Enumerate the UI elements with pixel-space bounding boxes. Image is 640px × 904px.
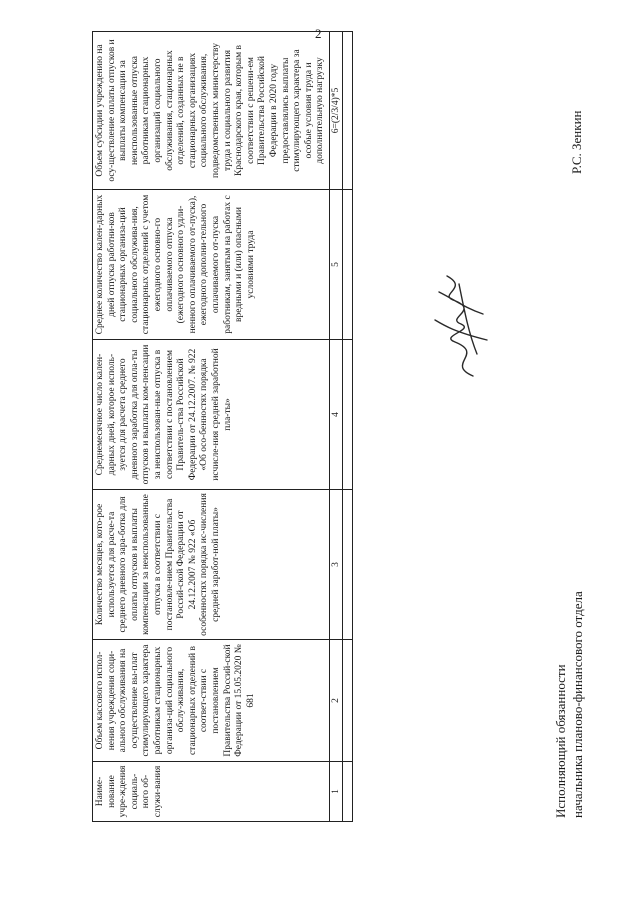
- subsidy-table: [92, 31, 353, 822]
- empty-cell: [342, 490, 352, 640]
- signatory-position: [552, 591, 586, 818]
- column-number-6: 6=(2/3/4)*5: [329, 32, 342, 190]
- empty-cell: [342, 640, 352, 762]
- page-number: 2: [315, 26, 322, 41]
- column-number-1: 1: [329, 762, 342, 822]
- column-number-2: 2: [329, 640, 342, 762]
- header-cell-cash-execution: Объем кассового испол-нения учреждения соци-ального обслуживания на осуществление вы-плат стимулирующего характера работникам стационарных организа-ций социального обслу-живания, стационарных отделений в соответ-ствии с постановлением Правительства Россий-ской Федерации от 15.05.2020 № 681: [93, 640, 330, 762]
- empty-cell: [342, 32, 352, 190]
- signatory-position-line1: Исполняющий обязанности: [553, 664, 568, 818]
- column-number-5: 5: [329, 190, 342, 340]
- header-cell-subsidy-volume: Объем субсидии учреждению на осу-ществление оплаты отпусков и выплаты компенсации за неиспользованные отпуска работникам стационарных организаций социального обслуживания, стационарных отделений, созданных не в стационарных организациях социального обслуживания, подведомственных министерству труда и социального развития Краснодарского края, которым в соответствии с решени-ем Правительства Российской Федерации в 2020 году предоставлялись выплаты стимулирующего характера за особые условия труда и дополнительную нагрузку: [93, 32, 330, 190]
- table-number-row: [329, 32, 342, 822]
- empty-cell: [342, 762, 352, 822]
- empty-cell: [342, 340, 352, 490]
- table-empty-row: [342, 32, 352, 822]
- table-header-row: [93, 32, 330, 822]
- header-cell-institution-name: Наиме-нование учре-ждения социаль-ного об-служи-вания: [93, 762, 330, 822]
- column-number-4: 4: [329, 340, 342, 490]
- header-cell-months-count: Количество месяцев, кото-рое используется для расче-та среднего дневного зара-ботка для оплаты отпусков и выплаты компенсации за неиспользованные отпуска в соответствии с постановле-нием Правительства Россий-ской Федерации от 24.12.2007 № 922 «Об особенностях порядка ис-числения средней заработ-ной платы»: [93, 490, 330, 640]
- column-number-3: 3: [329, 490, 342, 640]
- empty-cell: [342, 190, 352, 340]
- handwritten-signature: [425, 264, 500, 384]
- signatory-position-line2: начальника планово-финансового отдела: [570, 591, 585, 818]
- signatory-name: Р.С. Зенкин: [569, 110, 584, 174]
- header-cell-avg-calendar-days: Среднемесячное число кален-дарных дней, которое исполь-зуется для расчета среднего дневного заработка для опла-ты отпусков и выплаты ком-пенсации за неиспользован-ные отпуска в соответствии с постановлением Правитель-ства Российской Федерации от 24.12.2007. № 922 «Об осо-бенностях порядка исчисле-ния средней заработной пла-ты»: [93, 340, 330, 490]
- header-cell-avg-vacation-days: Среднее количество кален-дарных дней отпуска работни-ков стационарных организа-ций социального обслужива-ния, стационарных отделений с учетом ежегодного основно-го оплачиваемого отпуска (ежегодного основного удли-ненного оплачиваемого от-пуска), ежегодного дополни-тельного оплачиваемого от-пуска работникам, занятым на работах с вредными и (или) опасными условиями труда: [93, 190, 330, 340]
